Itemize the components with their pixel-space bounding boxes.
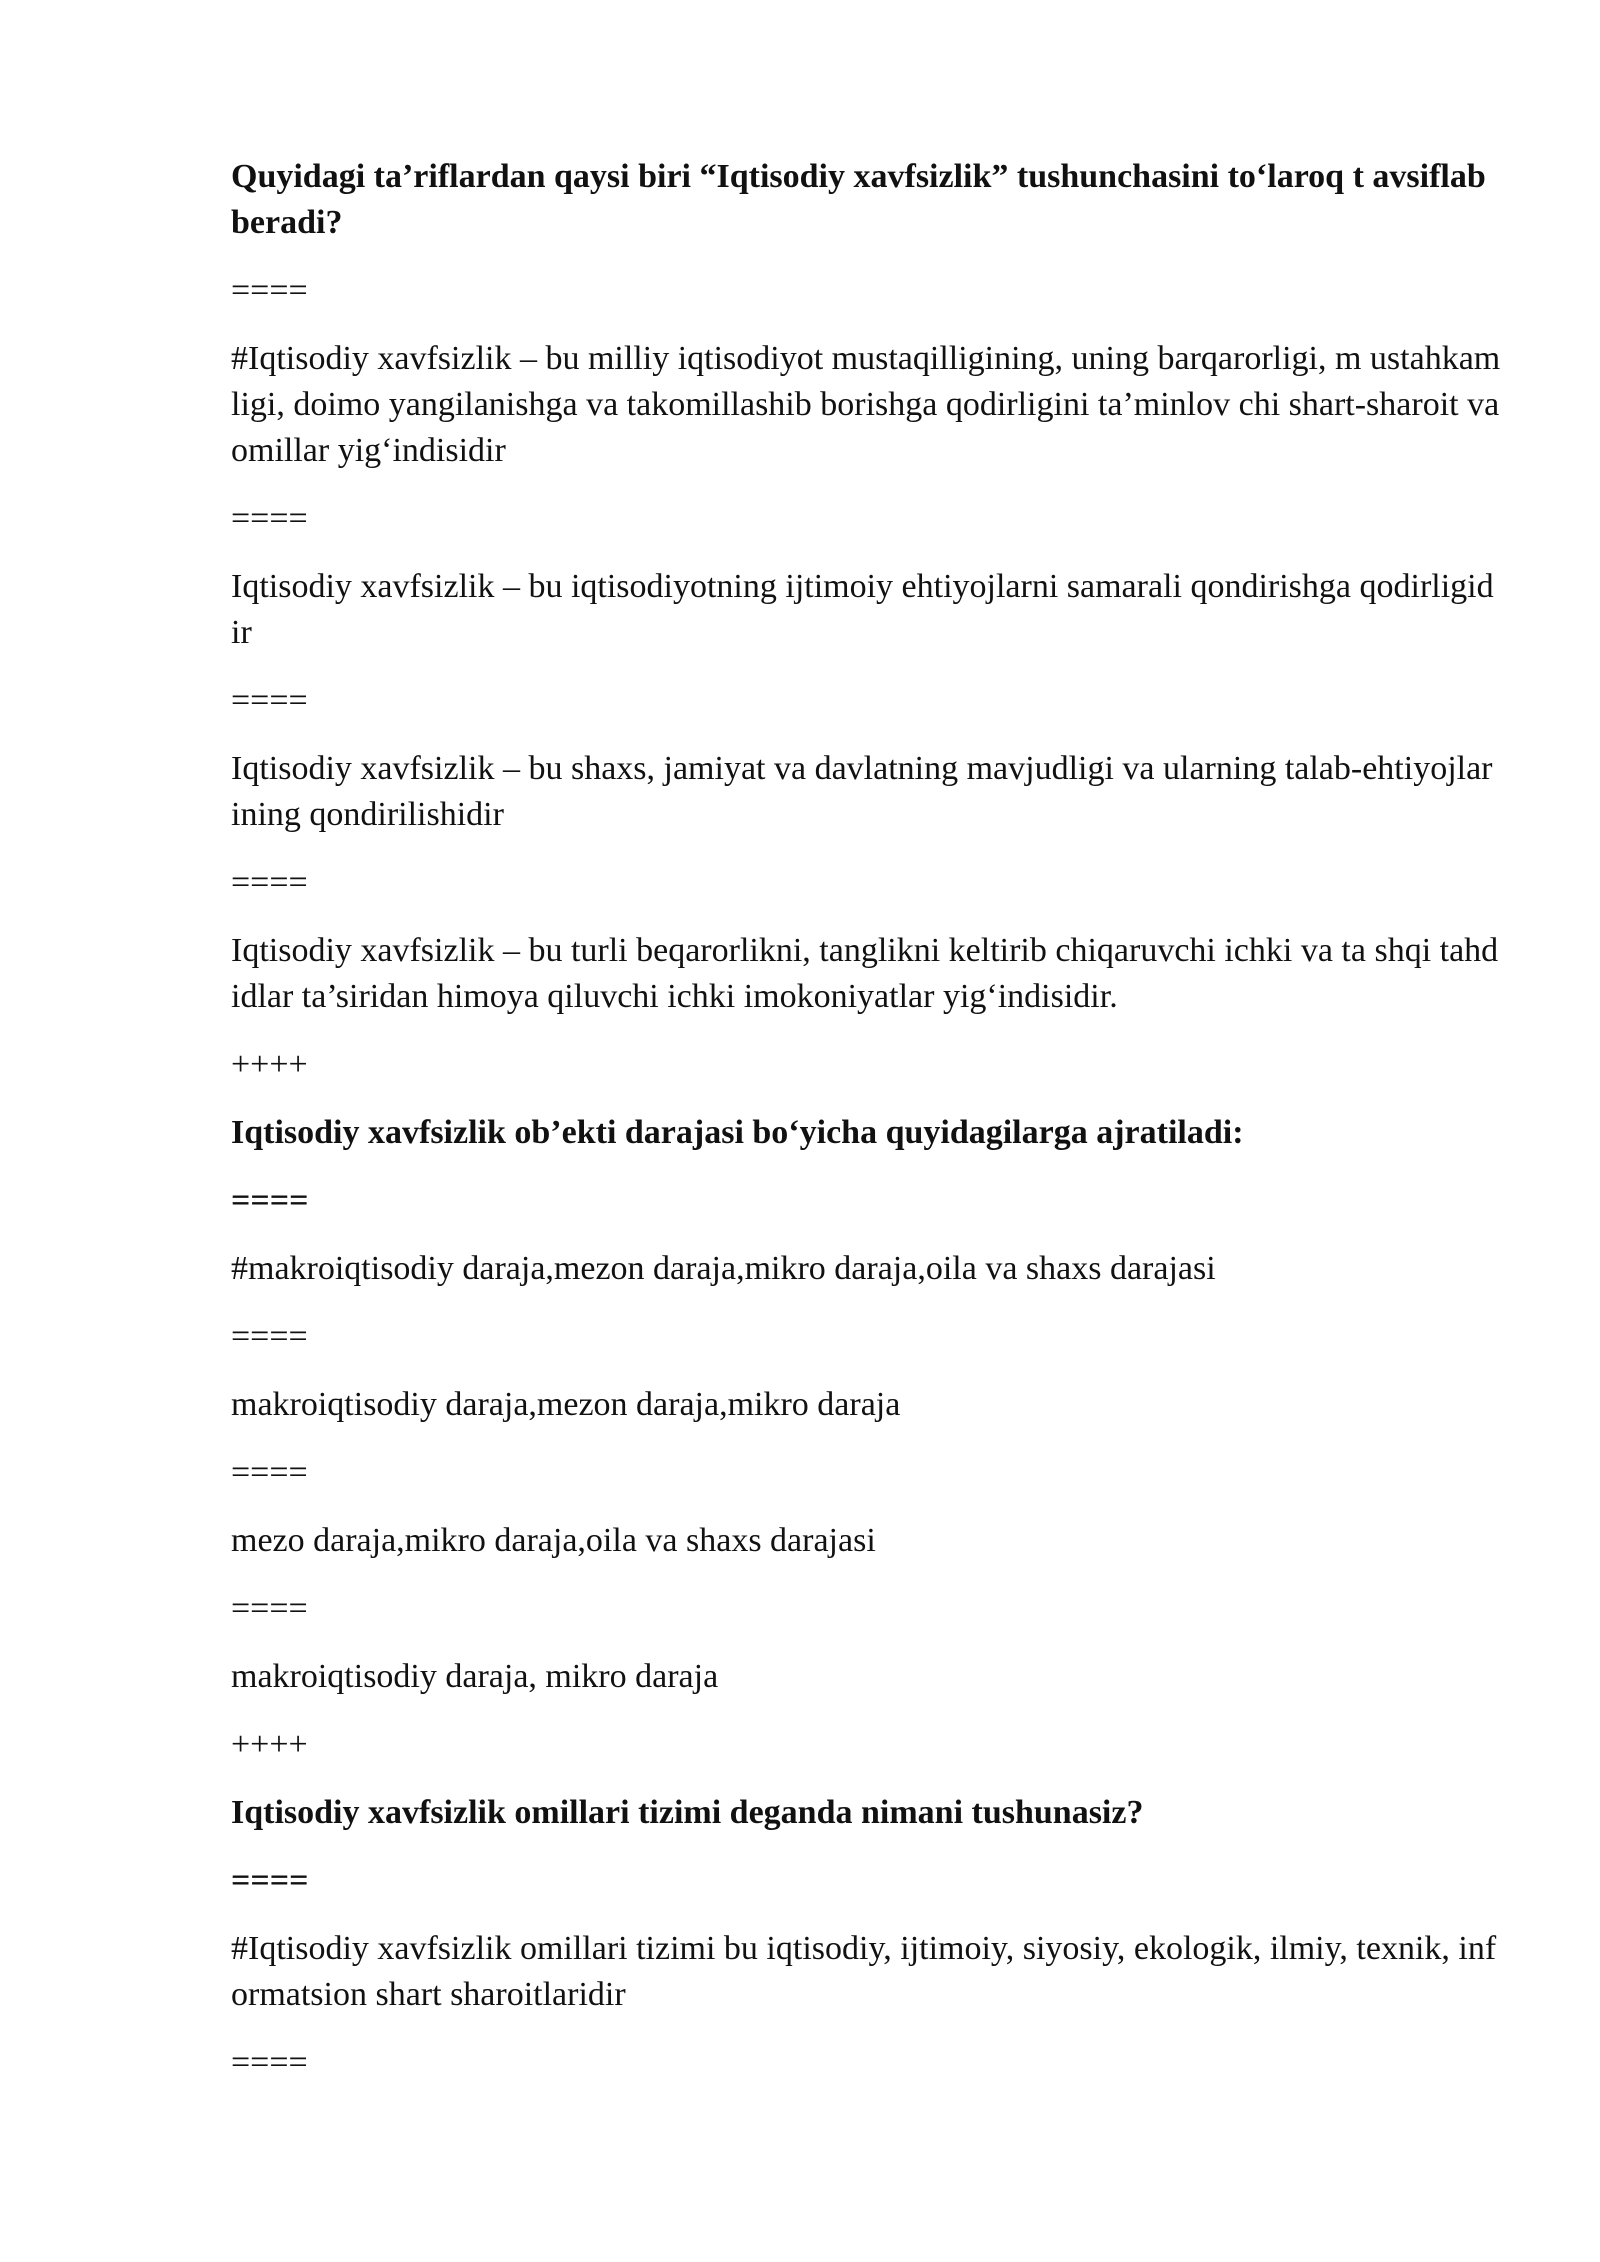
answer-option: makroiqtisodiy daraja,mezon daraja,mikro daraja xyxy=(231,1386,901,1423)
answer-correct: #Iqtisodiy xavfsizlik – bu milliy iqtisodiyot mustaqilligining, uning barqarorligi, m ustahkamligi, doimo yangilanishga va takomillashib borishga qodirligini ta’minlov chi shart-sharoit va omillar yig‘indisidir xyxy=(231,340,1501,469)
separator: ==== xyxy=(231,682,308,719)
question-divider: ++++ xyxy=(231,1726,308,1763)
document-page xyxy=(231,154,1501,2108)
question-2: Iqtisodiy xavfsizlik ob’ekti darajasi bo‘yicha quyidagilarga ajratiladi: xyxy=(231,1114,1244,1151)
separator: ==== xyxy=(231,864,308,901)
question-3: Iqtisodiy xavfsizlik omillari tizimi deganda nimani tushunasiz? xyxy=(231,1794,1144,1831)
answer-correct: #makroiqtisodiy daraja,mezon daraja,mikro daraja,oila va shaxs darajasi xyxy=(231,1250,1216,1287)
separator: ==== xyxy=(231,1590,308,1627)
separator: ==== xyxy=(231,272,308,309)
answer-option: Iqtisodiy xavfsizlik – bu iqtisodiyotning ijtimoiy ehtiyojlarni samarali qondirishga qodirligidir xyxy=(231,568,1494,651)
answer-option: Iqtisodiy xavfsizlik – bu turli beqarorlikni, tanglikni keltirib chiqaruvchi ichki va ta shqi tahdidlar ta’siridan himoya qiluvchi ichki imokoniyatlar yig‘indisidir. xyxy=(231,932,1499,1015)
separator: ==== xyxy=(231,1318,308,1355)
answer-option: makroiqtisodiy daraja, mikro daraja xyxy=(231,1658,719,1695)
answer-correct: #Iqtisodiy xavfsizlik omillari tizimi bu iqtisodiy, ijtimoiy, siyosiy, ekologik, ilmiy, texnik, informatsion shart sharoitlaridir xyxy=(231,1930,1497,2013)
answer-option: Iqtisodiy xavfsizlik – bu shaxs, jamiyat va davlatning mavjudligi va ularning talab-ehtiyojlarining qondirilishidir xyxy=(231,750,1493,833)
question-1: Quyidagi ta’riflardan qaysi biri “Iqtisodiy xavfsizlik” tushunchasini to‘laroq t avsiflab beradi? xyxy=(231,158,1486,241)
separator: ==== xyxy=(231,1454,308,1491)
separator: ==== xyxy=(231,1182,309,1219)
answer-option: mezo daraja,mikro daraja,oila va shaxs darajasi xyxy=(231,1522,876,1559)
separator: ==== xyxy=(231,2044,308,2081)
question-divider: ++++ xyxy=(231,1046,308,1083)
separator: ==== xyxy=(231,1862,309,1899)
separator: ==== xyxy=(231,500,308,537)
